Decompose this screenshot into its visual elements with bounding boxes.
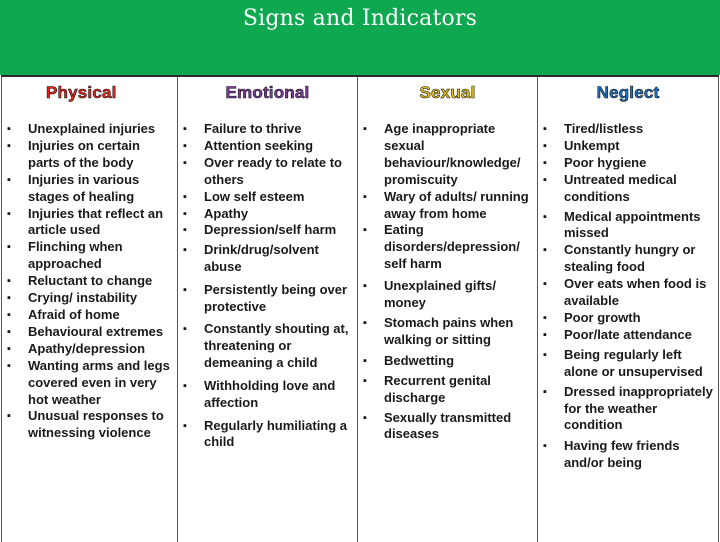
list-item: ▪ Unkempt bbox=[538, 138, 718, 155]
list-item: ▪ Apathy bbox=[178, 206, 357, 223]
column-emotional bbox=[178, 77, 358, 542]
list-item: ▪ Depression/self harm bbox=[178, 222, 357, 239]
list-item: ▪ Reluctant to change bbox=[2, 273, 177, 290]
list-item: ▪ Dressed inappropriately for the weather condition bbox=[538, 384, 718, 435]
list-item: ▪ Stomach pains when walking or sitting bbox=[358, 315, 537, 349]
list-item: ▪ Apathy/depression bbox=[2, 341, 177, 358]
list-item: ▪ Eating disorders/depression/ self harm bbox=[358, 222, 537, 273]
list-item: ▪ Age inappropriate sexual behaviour/knowledge/ promiscuity bbox=[358, 121, 537, 189]
column-physical bbox=[1, 77, 178, 542]
list-item: ▪ Flinching when approached bbox=[2, 239, 177, 273]
list-item: ▪ Untreated medical conditions bbox=[538, 172, 718, 206]
heading-neglect: Neglect bbox=[596, 83, 660, 102]
list-item: ▪ Unusual responses to witnessing violence bbox=[2, 408, 177, 442]
list-item: ▪ Persistently being over protective bbox=[178, 282, 357, 316]
neglect-list bbox=[538, 121, 718, 472]
list-item: ▪ Being regularly left alone or unsupervised bbox=[538, 347, 718, 381]
list-item: ▪ Attention seeking bbox=[178, 138, 357, 155]
list-item: ▪ Poor/late attendance bbox=[538, 327, 718, 344]
list-item: ▪ Low self esteem bbox=[178, 189, 357, 206]
heading-physical: Physical bbox=[46, 83, 117, 102]
heading-emotional: Emotional bbox=[225, 83, 310, 102]
list-item: ▪ Failure to thrive bbox=[178, 121, 357, 138]
list-item: ▪ Regularly humiliating a child bbox=[178, 418, 357, 452]
list-item: ▪ Drink/drug/solvent abuse bbox=[178, 242, 357, 276]
list-item: ▪ Constantly hungry or stealing food bbox=[538, 242, 718, 276]
list-item: ▪ Wanting arms and legs covered even in very hot weather bbox=[2, 358, 177, 409]
list-item: ▪ Tired/listless bbox=[538, 121, 718, 138]
list-item: ▪ Recurrent genital discharge bbox=[358, 373, 537, 407]
list-item: ▪ Sexually transmitted diseases bbox=[358, 410, 537, 444]
list-item: ▪ Injuries that reflect an article used bbox=[2, 206, 177, 240]
list-item: ▪ Constantly shouting at, threatening or demeaning a child bbox=[178, 321, 357, 372]
emotional-list bbox=[178, 121, 357, 451]
list-item: ▪ Over eats when food is available bbox=[538, 276, 718, 310]
column-sexual bbox=[358, 77, 538, 542]
list-item: ▪ Poor growth bbox=[538, 310, 718, 327]
list-item: ▪ Crying/ instability bbox=[2, 290, 177, 307]
list-item: ▪ Bedwetting bbox=[358, 353, 537, 370]
list-item: ▪ Medical appointments missed bbox=[538, 209, 718, 243]
list-item: ▪ Injuries in various stages of healing bbox=[2, 172, 177, 206]
list-item: ▪ Having few friends and/or being bbox=[538, 438, 718, 472]
sexual-list bbox=[358, 121, 537, 443]
title-banner bbox=[0, 0, 720, 75]
list-item: ▪ Unexplained gifts/ money bbox=[358, 278, 537, 312]
list-item: ▪ Poor hygiene bbox=[538, 155, 718, 172]
signs-table bbox=[1, 75, 719, 542]
list-item: ▪ Injuries on certain parts of the body bbox=[2, 138, 177, 172]
column-neglect bbox=[538, 77, 719, 542]
list-item: ▪ Afraid of home bbox=[2, 307, 177, 324]
list-item: ▪ Unexplained injuries bbox=[2, 121, 177, 138]
list-item: ▪ Withholding love and affection bbox=[178, 378, 357, 412]
list-item: ▪ Wary of adults/ running away from home bbox=[358, 189, 537, 223]
page-title: Signs and Indicators bbox=[242, 6, 478, 31]
physical-list bbox=[2, 121, 177, 442]
heading-sexual: Sexual bbox=[419, 83, 476, 102]
list-item: ▪ Over ready to relate to others bbox=[178, 155, 357, 189]
list-item: ▪ Behavioural extremes bbox=[2, 324, 177, 341]
